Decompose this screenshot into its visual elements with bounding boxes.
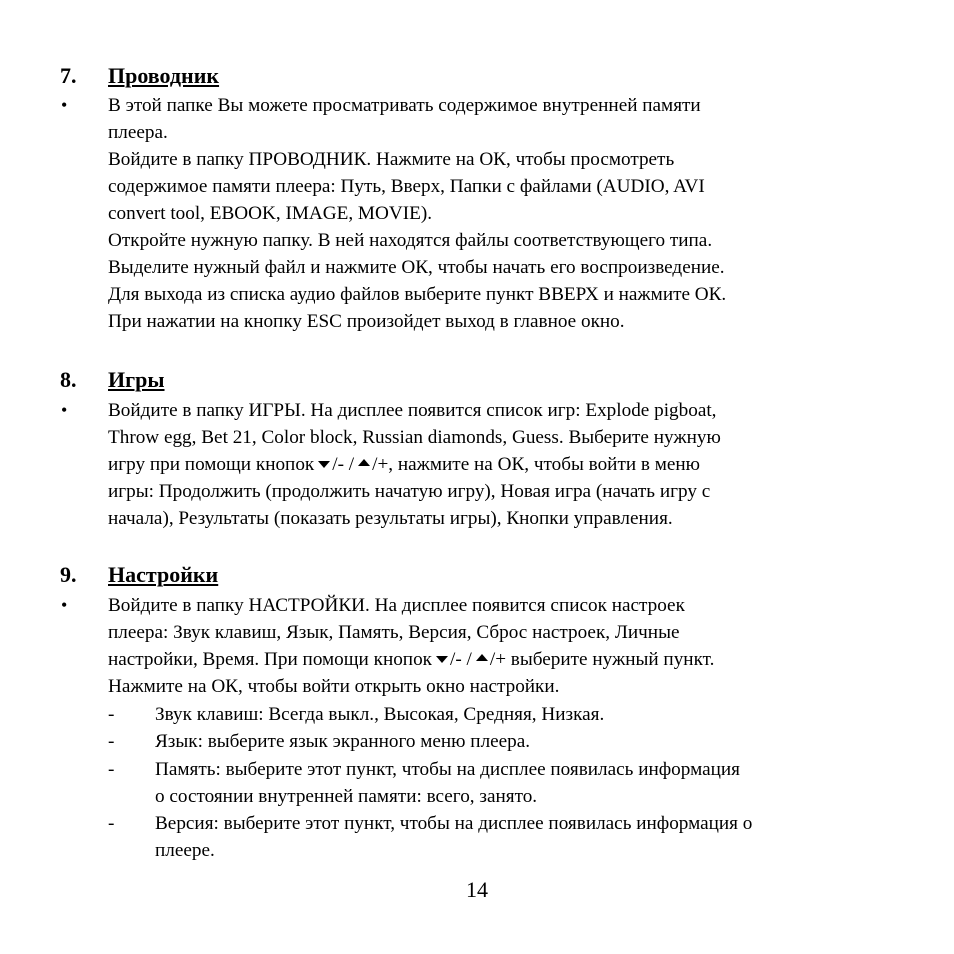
body-line: игры: Продолжить (продолжить начатую игру), Новая игра (начать игру с — [108, 481, 711, 502]
body-line: В этой папке Вы можете просматривать содержимое внутренней памяти — [108, 95, 701, 116]
body-line-with-icons: игру при помощи кнопок /- / /+, нажмите на ОК, чтобы войти в меню — [108, 454, 701, 475]
section-games-body — [108, 397, 898, 532]
list-item-text: о состоянии внутренней памяти: всего, занято. — [155, 786, 538, 807]
triangle-down-icon — [318, 461, 330, 468]
body-line: Выделите нужный файл и нажмите ОК, чтобы начать его воспроизведение. — [108, 257, 725, 278]
body-line: плеера: Звук клавиш, Язык, Память, Версия, Сброс настроек, Личные — [108, 622, 680, 643]
body-line: convert tool, EBOOK, IMAGE, MOVIE). — [108, 203, 433, 224]
list-item-text: Версия: выберите этот пункт, чтобы на дисплее появилась информация о — [155, 813, 753, 834]
body-line: Войдите в папку ПРОВОДНИК. Нажмите на ОК, чтобы просмотреть — [108, 149, 675, 170]
dash-mark: - — [108, 759, 115, 780]
triangle-up-icon — [476, 654, 488, 661]
section-heading-games — [60, 367, 165, 393]
body-line: Throw egg, Bet 21, Color block, Russian diamonds, Guess. Выберите нужную — [108, 427, 721, 448]
triangle-up-icon — [358, 459, 370, 466]
bullet-mark: • — [61, 400, 68, 420]
section-title: Игры — [108, 367, 165, 392]
bullet-mark: • — [61, 595, 68, 615]
list-item-text: Язык: выберите язык экранного меню плеера. — [155, 731, 531, 752]
body-line: При нажатии на кнопку ESC произойдет выход в главное окно. — [108, 311, 625, 332]
section-number: 8. — [60, 367, 77, 392]
body-line: Войдите в папку ИГРЫ. На дисплее появится список игр: Explode pigboat, — [108, 400, 717, 421]
section-settings-body — [108, 592, 898, 700]
body-line: начала), Результаты (показать результаты игры), Кнопки управления. — [108, 508, 673, 529]
section-explorer-body — [108, 92, 898, 335]
dash-mark: - — [108, 813, 115, 834]
body-line-with-icons: настройки, Время. При помощи кнопок /- / /+ выберите нужный пункт. — [108, 649, 715, 670]
body-line: Войдите в папку НАСТРОЙКИ. На дисплее появится список настроек — [108, 595, 685, 616]
list-item-text: плеере. — [155, 840, 215, 861]
section-number: 7. — [60, 63, 77, 88]
body-line: содержимое памяти плеера: Путь, Вверх, Папки с файлами (AUDIO, AVI — [108, 176, 705, 197]
section-title: Настройки — [108, 562, 219, 587]
dash-mark: - — [108, 731, 115, 752]
bullet-mark: • — [61, 95, 68, 115]
section-heading-settings — [60, 562, 218, 588]
list-item-text: Звук клавиш: Всегда выкл., Высокая, Средняя, Низкая. — [155, 704, 605, 725]
body-line: Для выхода из списка аудио файлов выберите пункт ВВЕРХ и нажмите ОК. — [108, 284, 727, 305]
section-number: 9. — [60, 562, 77, 587]
page-number: 14 — [466, 877, 488, 902]
section-heading-explorer — [60, 63, 219, 89]
body-line: плеера. — [108, 122, 168, 143]
triangle-down-icon — [436, 656, 448, 663]
body-line: Нажмите на ОК, чтобы войти открыть окно настройки. — [108, 676, 560, 697]
dash-mark: - — [108, 704, 115, 725]
list-item-text: Память: выберите этот пункт, чтобы на дисплее появилась информация — [155, 759, 740, 780]
section-title: Проводник — [108, 63, 220, 88]
body-line: Откройте нужную папку. В ней находятся файлы соответствующего типа. — [108, 230, 713, 251]
